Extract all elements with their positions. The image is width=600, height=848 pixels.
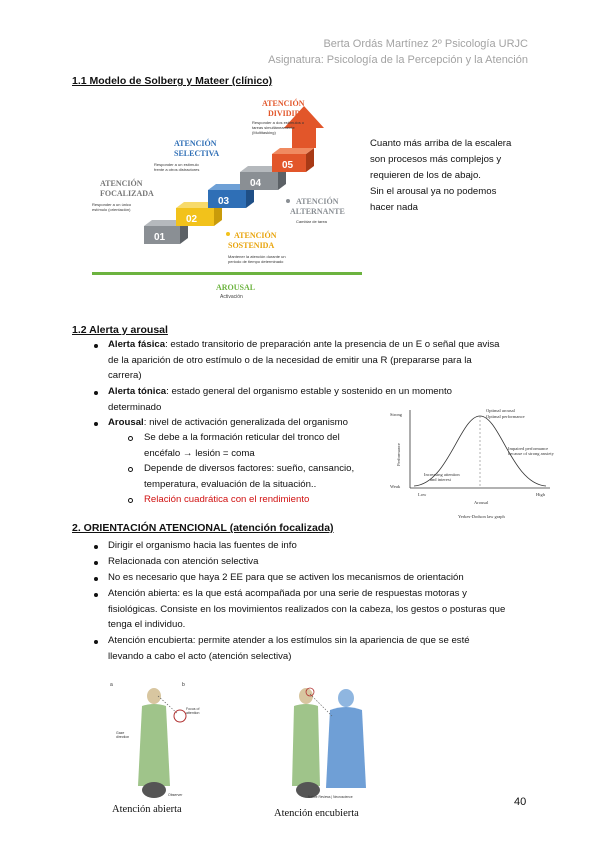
focalizada-desc1: Responder a un único [92,202,132,207]
selectiva-title2: SELECTIVA [174,149,220,158]
side-note-line: Sin el arousal ya no podemos [370,186,497,197]
yerkes-dodson-svg [388,404,560,522]
section-title-orientacion: 2. ORIENTACIÓN ATENCIONAL (atención focalizada) [72,522,334,534]
bullet-icon [94,391,98,395]
caption-atencion-abierta: Atención abierta [112,804,182,815]
body-shape [292,704,320,786]
alternante-dot [286,199,290,203]
dividida-desc2: tareas simultáneamente [252,125,295,130]
staircase-svg [92,92,362,310]
dividida-title2: DIVIDIDA [268,109,307,118]
step-03-number: 03 [218,196,230,207]
item-atencion-abierta: Atención abierta: es la que está acompañada por una serie de respuestas motoras y fisiológicas. Consiste en los movimientos realizados con la cabeza, los gestos o posturas que tenga el individuo. [108,588,506,630]
bullet-icon [94,640,98,644]
caption-atencion-encubierta: Atención encubierta [274,808,359,819]
figure-abierta-svg [106,676,216,800]
side-note-line: Cuanto más arriba de la escalera [370,138,512,149]
focus-label: Focus of [186,707,200,711]
sostenida-title1: ATENCIÓN [234,231,277,240]
activacion-label: Activación [220,294,243,300]
sub-bullet-icon [128,467,133,472]
body-shape [138,704,170,786]
selectiva-desc1: Responder a un estímulo [154,162,199,167]
item-alerta-tonica: Alerta tónica: estado general del organismo estable y sostenido en un momento determinado [108,386,452,413]
subitem-reticular: Se debe a la formación reticular del tronco del encéfalo → lesión = coma [144,432,340,459]
observer-head [142,782,166,798]
sub-bullet-icon [128,498,133,503]
figure-atencion-encubierta [270,676,382,800]
dividida-title1: ATENCIÓN [262,99,305,108]
item-dirigir: Dirigir el organismo hacia las fuentes de info [108,540,297,551]
step-04-number: 04 [250,178,262,189]
header-subject: Asignatura: Psicología de la Percepción y la Atención [268,54,528,66]
section-title-modelo: 1.1 Modelo de Solberg y Mateer (clínico) [72,75,273,87]
body-shape-blue [326,707,366,788]
side-note-line: requieren de los de abajo. [370,170,481,181]
arousal-bar [92,272,362,275]
side-note [370,136,511,216]
alternante-title2: ALTERNANTE [290,207,345,216]
increasing-label-2: and interest [430,477,451,482]
optimal-label-2: Optimal performance [486,414,525,419]
focalizada-title1: ATENCIÓN [100,179,143,188]
credit-label: Nature Reviews | Neuroscience [308,795,353,799]
item-atencion-encubierta: Atención encubierta: permite atender a los estímulos sin la apariencia de que se esté llevando a cabo el acto (atención selectiva) [108,635,470,662]
item-no-necesario: No es necesario que haya 2 EE para que se activen los mecanismos de orientación [108,572,464,583]
alternante-title1: ATENCIÓN [296,197,339,206]
gaze-label: Gaze [116,731,125,735]
subitem-relacion-cuadratica: Relación cuadrática con el rendimiento [144,494,310,505]
sostenida-desc1: Mantener la atención durante un [228,254,286,259]
selectiva-desc2: frente a otros distractores [154,167,200,172]
bullet-icon [94,422,98,426]
focalizada-desc2: estímulo (orientación) [92,207,131,212]
side-note-line: hacer nada [370,202,419,213]
yerkes-dodson-chart [388,404,560,522]
step-05-number: 05 [282,160,294,171]
y-axis-label: Performance [396,443,401,466]
side-note-line: son procesos más complejos y [370,154,502,165]
gaze-label-2: direction [116,735,130,739]
label-b: b [182,682,185,688]
x-axis-label: Arousal [474,500,489,505]
bullet-icon [94,561,98,565]
figure-atencion-abierta [106,676,216,800]
observer-label: Observer [168,793,183,797]
head-shape [147,688,161,704]
item-alerta-fasica: Alerta fásica: estado transitorio de preparación ante la presencia de un E o señal que avisa de la aparición de otro estímulo o de la necesidad de emitir una R (prepararse para la carrera) [108,339,500,381]
sostenida-title2: SOSTENIDA [228,241,275,250]
head-shape-blue [338,689,354,707]
bullet-icon [94,344,98,348]
step-01-number: 01 [154,232,166,243]
focus-label-2: attention [186,711,200,715]
alternante-desc: Cambiar de tarea [296,219,327,224]
arousal-label: AROUSAL [216,283,256,292]
bullet-icon [94,545,98,549]
x-low-label: Low [418,492,427,497]
item-arousal: Arousal: nivel de activación generalizada del organismo [108,417,348,428]
y-low-label: Weak [390,484,401,489]
selectiva-title1: ATENCIÓN [174,139,217,148]
y-high-label: Strong [390,412,403,417]
step-02-number: 02 [186,214,198,225]
term-alerta-fasica: Alerta fásica [108,339,166,350]
section-title-alerta: 1.2 Alerta y arousal [72,324,168,336]
sub-bullet-icon [128,436,133,441]
item-relacionada: Relacionada con atención selectiva [108,556,259,567]
label-a: a [110,682,113,688]
impaired-label-2: because of strong anxiety [508,451,554,456]
sostenida-dot [226,232,230,236]
impaired-label: Impaired performance [508,446,549,451]
term-arousal: Arousal [108,417,144,428]
bullet-icon [94,593,98,597]
subitem-factores: Depende de diversos factores: sueño, cansancio, temperatura, evaluación de la situación.. [144,463,355,490]
optimal-label: Optimal arousal [486,408,515,413]
page-number: 40 [514,796,527,808]
sostenida-desc2: periodo de tiempo determinado [228,259,284,264]
dividida-desc3: (Multitasking) [252,130,276,135]
focalizada-title2: FOCALIZADA [100,189,154,198]
chart-caption: Yerkes-Dodson law graph [458,514,505,519]
dividida-desc1: Responder a dos estímulos o [252,120,305,125]
increasing-label: Increasing attention [424,472,460,477]
bullet-icon [94,577,98,581]
x-high-label: High [536,492,545,497]
figure-encubierta-svg [270,676,382,800]
staircase-diagram [92,92,362,310]
header-author: Berta Ordás Martínez 2º Psicología URJC [323,38,528,50]
term-alerta-tonica: Alerta tónica [108,386,167,397]
